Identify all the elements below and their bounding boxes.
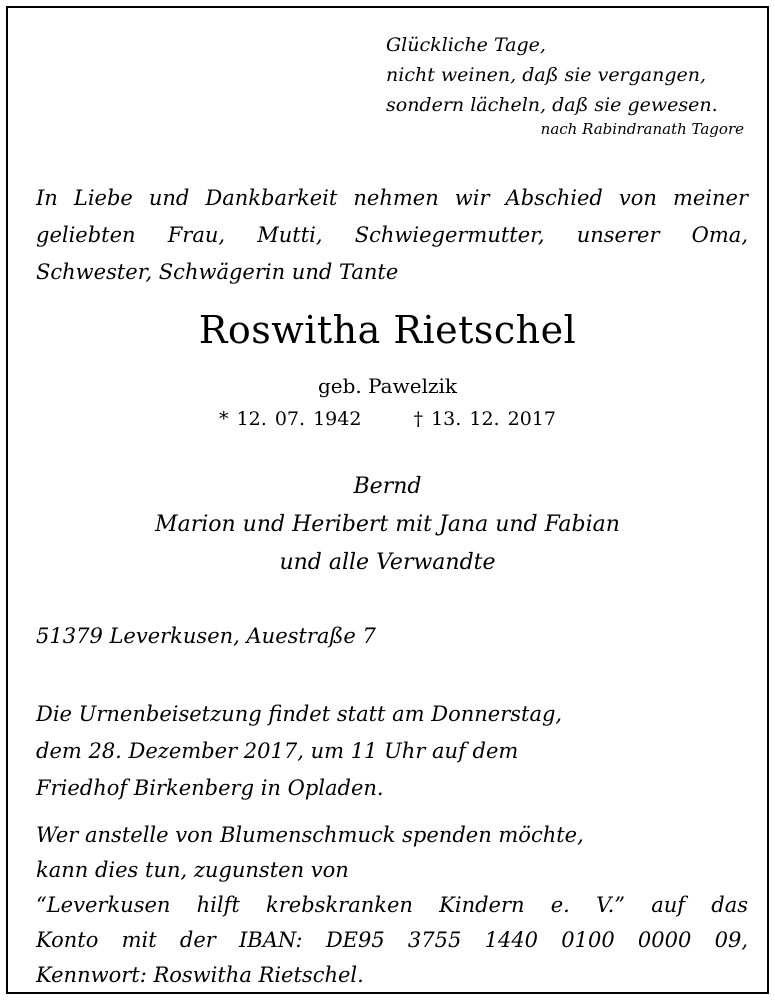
donation-line: Wer anstelle von Blumenschmuck spenden möchte,: [36, 823, 584, 847]
burial-info: [36, 696, 562, 807]
burial-line: Friedhof Birkenberg in Opladen.: [36, 776, 384, 800]
birth-symbol: *: [219, 408, 229, 430]
burial-line: dem 28. Dezember 2017, um 11 Uhr auf dem: [36, 739, 519, 763]
intro-line: geliebten Frau, Mutti, Schwiegermutter, unserer Oma,: [36, 223, 748, 247]
donation-line: kann dies tun, zugunsten von: [36, 858, 349, 882]
mourner-line: Bernd: [353, 474, 422, 499]
obituary-notice: [6, 6, 769, 994]
quote-attribution: nach Rabindranath Tagore: [540, 120, 744, 138]
donation-line: Kennwort: Roswitha Rietschel.: [36, 963, 364, 987]
intro-line: Schwester, Schwägerin und Tante: [36, 260, 399, 284]
mourner-line: und alle Verwandte: [279, 550, 496, 575]
death-date: 13. 12. 2017: [431, 408, 556, 430]
burial-line: Die Urnenbeisetzung findet statt am Donnerstag,: [36, 702, 563, 726]
birth-date: 12. 07. 1942: [236, 408, 362, 430]
birth-name: geb. Pawelzik: [317, 374, 458, 398]
intro-line: In Liebe und Dankbarkeit nehmen wir Abschied von meiner: [36, 186, 748, 210]
farewell-intro: [36, 180, 748, 291]
family-address: 51379 Leverkusen, Auestraße 7: [36, 624, 376, 648]
donation-line: Konto mit der IBAN: DE95 3755 1440 0100 0000 09,: [36, 928, 748, 952]
death-cross-icon: †: [413, 408, 424, 430]
tagore-quote: [386, 30, 718, 120]
deceased-name: Roswitha Rietschel: [198, 308, 577, 352]
donation-info: [36, 818, 748, 993]
quote-line: Glückliche Tage,: [386, 34, 546, 56]
life-dates: [8, 408, 767, 430]
mourner-line: Marion und Heribert mit Jana und Fabian: [155, 512, 620, 537]
mourners-list: [8, 468, 767, 582]
quote-line: sondern lächeln, daß sie gewesen.: [386, 94, 718, 116]
quote-line: nicht weinen, daß sie vergangen,: [386, 64, 707, 86]
donation-line: “Leverkusen hilft krebskranken Kindern e. V.” auf das: [36, 893, 748, 917]
